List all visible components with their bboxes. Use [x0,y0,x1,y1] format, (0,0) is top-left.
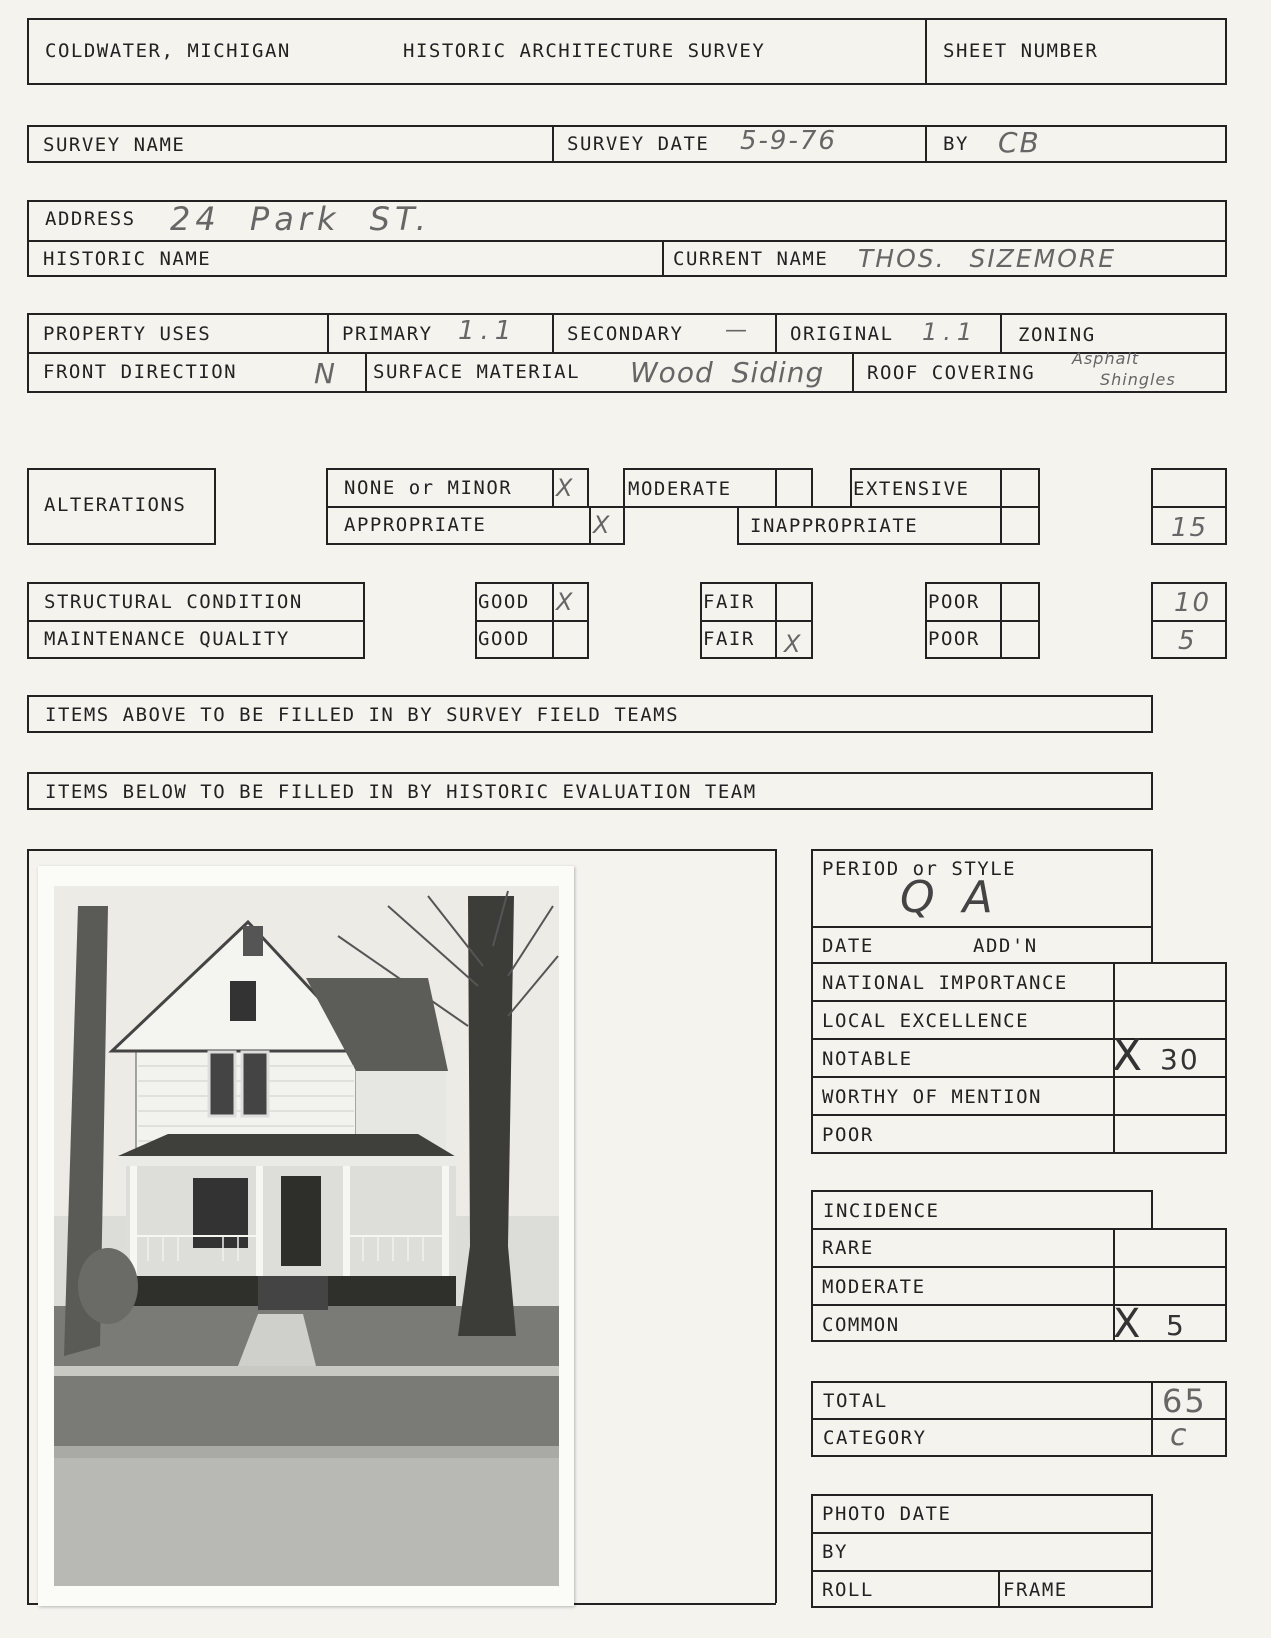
common-label: COMMON [822,1314,900,1336]
secondary-label: SECONDARY [567,323,684,345]
front-direction-value: N [314,357,337,390]
fair-divider [700,620,813,622]
by-value: CB [998,126,1041,159]
primary-value: 1.1 [458,316,518,346]
survey-divider-2 [925,125,927,163]
rare-label: RARE [822,1237,874,1259]
local-excellence-label: LOCAL EXCELLENCE [822,1010,1030,1032]
period-style-label: PERIOD or STYLE [822,858,1017,880]
front-direction-label: FRONT DIRECTION [43,361,238,383]
structural-good-label: GOOD [478,591,530,613]
property-div-5 [365,352,367,393]
photo-frame-top [27,849,776,851]
extensive-check-divider [1000,468,1002,508]
worthy-of-mention-label: WORTHY OF MENTION [822,1086,1042,1108]
structural-good-mark: X [556,588,575,616]
address-label: ADDRESS [45,208,136,230]
date-row-top [811,926,1153,928]
maintenance-poor-label: POOR [928,628,980,650]
moderate-label: MODERATE [628,478,732,500]
survey-date-label: SURVEY DATE [567,133,710,155]
photo-info-row-1 [811,1532,1153,1534]
good-divider [475,620,589,622]
structural-fair-label: FAIR [703,591,755,613]
original-label: ORIGINAL [790,323,894,345]
inappropriate-check-divider [1000,506,1002,545]
survey-date-value: 5-9-76 [740,126,837,156]
original-value: 1.1 [922,318,979,346]
roof-value-line2: Shingles [1100,370,1176,389]
maintenance-score: 5 [1178,626,1197,656]
good-check-divider [552,582,554,659]
property-row-divider [27,352,1227,354]
address-col-divider [662,240,664,277]
incidence-moderate-label: MODERATE [822,1276,926,1298]
eval-right-border-upper [1151,926,1153,964]
current-name-label: CURRENT NAME [673,248,829,270]
surface-material-label: SURFACE MATERIAL [373,361,581,383]
maintenance-quality-label: MAINTENANCE QUALITY [44,628,290,650]
incidence-row-1 [811,1266,1227,1268]
note-above: ITEMS ABOVE TO BE FILLED IN BY SURVEY FIELD TEAMS [45,704,680,726]
common-mark: X [1113,1301,1143,1347]
survey-name-label: SURVEY NAME [43,134,186,156]
primary-label: PRIMARY [342,323,433,345]
category-label: CATEGORY [823,1427,927,1449]
by-label: BY [943,133,969,155]
property-div-3 [775,313,777,352]
addn-label: ADD'N [973,935,1038,957]
roof-covering-label: ROOF COVERING [867,362,1036,384]
period-style-value: QA [900,872,1021,923]
total-label: TOTAL [823,1390,888,1412]
inappropriate-label: INAPPROPRIATE [750,515,919,537]
photo-info-row-2 [811,1570,1153,1572]
alterations-score: 15 [1171,513,1209,543]
notable-label: NOTABLE [822,1048,913,1070]
survey-title: HISTORIC ARCHITECTURE SURVEY [403,40,766,62]
property-div-2 [552,313,554,352]
survey-divider-1 [552,125,554,163]
alterations-label: ALTERATIONS [44,494,187,516]
common-score: 5 [1166,1309,1186,1342]
importance-row-1 [811,1000,1227,1002]
roll-label: ROLL [822,1579,874,1601]
importance-row-3 [811,1076,1227,1078]
alterations-score-divider [1151,506,1227,508]
zoning-label: ZONING [1018,324,1096,346]
structural-score: 10 [1174,588,1212,618]
frame-label: FRAME [1003,1579,1068,1601]
structural-poor-label: POOR [928,591,980,613]
moderate-check-divider [775,468,777,508]
notable-score: 30 [1160,1043,1200,1076]
survey-row-top [27,125,1227,127]
none-minor-mark: X [556,474,575,502]
sheet-number-label: SHEET NUMBER [943,40,1099,62]
notable-mark: X [1112,1030,1145,1081]
incidence-row-2 [811,1304,1227,1306]
national-importance-label: NATIONAL IMPORTANCE [822,972,1068,994]
condition-label-divider [27,620,365,622]
maintenance-fair-mark: X [784,630,803,658]
property-uses-label: PROPERTY USES [43,323,212,345]
incidence-label: INCIDENCE [823,1200,940,1222]
house-photo [38,866,574,1606]
importance-row-4 [811,1114,1227,1116]
address-value: 24 Park ST. [170,200,431,238]
address-row-divider [27,240,1227,242]
photo-frame-left [27,849,29,1603]
surface-material-value: Wood Siding [630,356,825,389]
poor-divider [925,620,1040,622]
property-div-6 [852,352,854,393]
structural-condition-label: STRUCTURAL CONDITION [44,591,303,613]
date-label: DATE [822,935,874,957]
photo-frame-right [775,849,777,1603]
maintenance-good-label: GOOD [478,628,530,650]
roof-value-line1: Asphalt [1072,349,1140,368]
appropriate-label: APPROPRIATE [344,514,487,536]
house-illustration [38,866,574,1606]
none-minor-check-divider [552,468,554,508]
photo-by-label: BY [822,1541,848,1563]
city-label: COLDWATER, MICHIGAN [45,40,291,62]
totals-score-divider [1151,1381,1153,1457]
roll-frame-divider [998,1570,1000,1608]
eval-poor-label: POOR [822,1124,874,1146]
condition-score-divider [1151,620,1227,622]
total-value: 65 [1162,1382,1207,1420]
photo-date-label: PHOTO DATE [822,1503,952,1525]
appropriate-check-divider [589,506,591,545]
appropriate-mark: X [593,511,612,539]
fair-check-divider [775,582,777,659]
importance-row-2 [811,1038,1227,1040]
note-below: ITEMS BELOW TO BE FILLED IN BY HISTORIC EVALUATION TEAM [45,781,757,803]
poor-check-divider [1000,582,1002,659]
property-div-1 [327,313,329,352]
maintenance-fair-label: FAIR [703,628,755,650]
none-minor-label: NONE or MINOR [344,477,513,499]
extensive-label: EXTENSIVE [853,478,970,500]
historic-name-label: HISTORIC NAME [43,248,212,270]
current-name-value: THOS. SIZEMORE [858,244,1117,273]
property-div-4 [1000,313,1002,352]
header-divider [925,18,927,85]
category-value: c [1170,1418,1189,1453]
secondary-value: — [725,318,749,343]
